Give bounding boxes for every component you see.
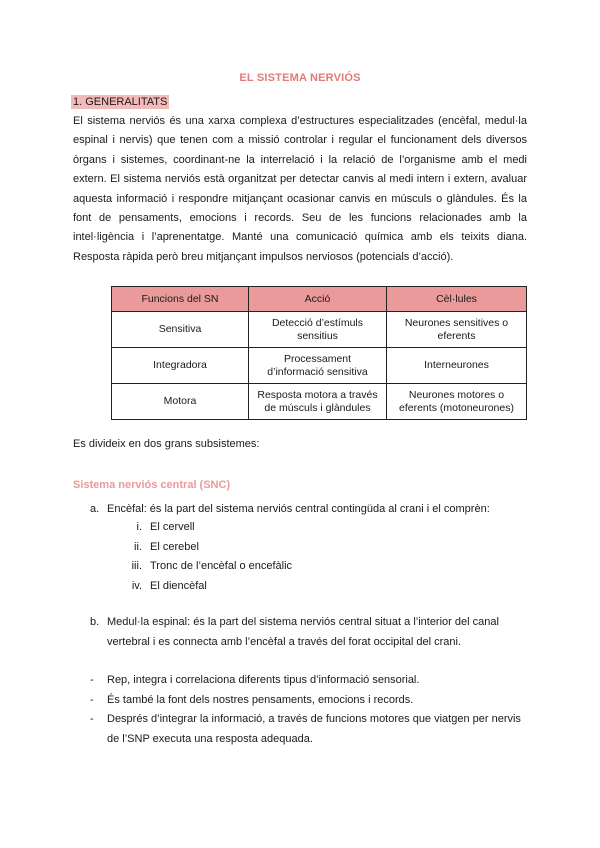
table-header-row xyxy=(112,287,527,312)
table-cell: Neurones sensitives o eferents xyxy=(387,312,527,348)
sublist-text: El diencèfal xyxy=(150,579,207,592)
list-item-medulla xyxy=(90,612,527,652)
intro-paragraph: El sistema nerviós és una xarxa complexa d’estructures especialitzades (encèfal, medul·la espinal i nervis) que tenen com a missió controlar i regular el funcionament dels diversos òrgans i sistemes, coordinant-ne la interrelació i la relació de l’organisme amb el medi extern. El sistema nerviós està organitzat per detectar canvis al medi intern i extern, avaluar aquesta informació i respondre mitjançant ocasionar canvis en músculs o glàndules. És la font de pensaments, emocions i records. Seu de les funcions relacionades amb la intel·ligència i l’aprenentatge. Manté una comunicació química amb els teixits diana. Resposta ràpida però breu mitjançant impulsos nerviosos (potencials d’acció). xyxy=(73,115,527,263)
list-item xyxy=(90,710,527,749)
list-item-text: Encèfal: és la part del sistema nerviós central contingüda al crani i el comprèn: xyxy=(107,503,490,515)
table-cell: Motora xyxy=(112,384,249,420)
snc-heading: Sistema nerviós central (SNC) xyxy=(73,479,231,491)
sublist-item xyxy=(112,518,292,538)
bullet-dash: - xyxy=(90,674,94,686)
list-marker: a. xyxy=(90,503,100,515)
list-item-text: Rep, integra i correlaciona diferents tipus d’informació sensorial. xyxy=(107,674,420,686)
table-row xyxy=(112,312,527,348)
list-marker: b. xyxy=(90,616,100,628)
table-cell: Detecció d’estímuls sensitius xyxy=(249,312,387,348)
table-header-cell: Funcions del SN xyxy=(112,287,249,312)
table-header-cell: Cèl·lules xyxy=(387,287,527,312)
table-cell: Neurones motores o eferents (motoneurones) xyxy=(387,384,527,420)
table-cell: Integradora xyxy=(112,348,249,384)
list-item xyxy=(90,671,527,691)
sublist-text: Tronc de l’encèfal o encefàlic xyxy=(150,560,293,572)
table-cell: Interneurones xyxy=(387,348,527,384)
bullet-dash: - xyxy=(90,713,94,726)
table-cell: Resposta motora a través de músculs i glàndules xyxy=(249,384,387,420)
sublist-item xyxy=(112,557,292,577)
table-row xyxy=(112,384,527,420)
sublist-item xyxy=(112,538,292,558)
subsystems-intro: Es divideix en dos grans subsistemes: xyxy=(73,438,260,450)
functions-table xyxy=(111,286,527,420)
list-item xyxy=(90,691,527,711)
section-heading-generalitats: 1. GENERALITATS xyxy=(73,96,168,108)
snc-functions-list xyxy=(90,671,527,749)
sublist-text: El cerebel xyxy=(150,540,199,553)
page-title: EL SISTEMA NERVIÓS xyxy=(239,72,361,84)
table-cell: Processament d’informació sensitiva xyxy=(249,348,387,384)
table-cell: Sensitiva xyxy=(112,312,249,348)
list-item-text: Medul·la espinal: és la part del sistema nerviós central situat a l’interior del canal vertebral i es connecta amb l’encèfal a través del forat occipital del crani. xyxy=(107,616,499,648)
list-item-text: Després d’integrar la informació, a través de funcions motores que viatgen per nervis de l’SNP executa una resposta adequada. xyxy=(107,713,521,745)
sublist-marker: ii. xyxy=(134,540,142,553)
list-item-encefal xyxy=(90,499,527,519)
table-header-cell: Acció xyxy=(249,287,387,312)
sublist-text: El cervell xyxy=(150,521,195,533)
table-row xyxy=(112,348,527,384)
sublist-marker: iii. xyxy=(131,560,142,572)
sublist-item xyxy=(112,577,292,597)
encefal-sublist xyxy=(112,518,292,596)
bullet-dash: - xyxy=(90,693,94,706)
list-item-text: És també la font dels nostres pensaments, emocions i records. xyxy=(107,693,414,706)
sublist-marker: iv. xyxy=(131,579,142,592)
sublist-marker: i. xyxy=(136,521,142,533)
